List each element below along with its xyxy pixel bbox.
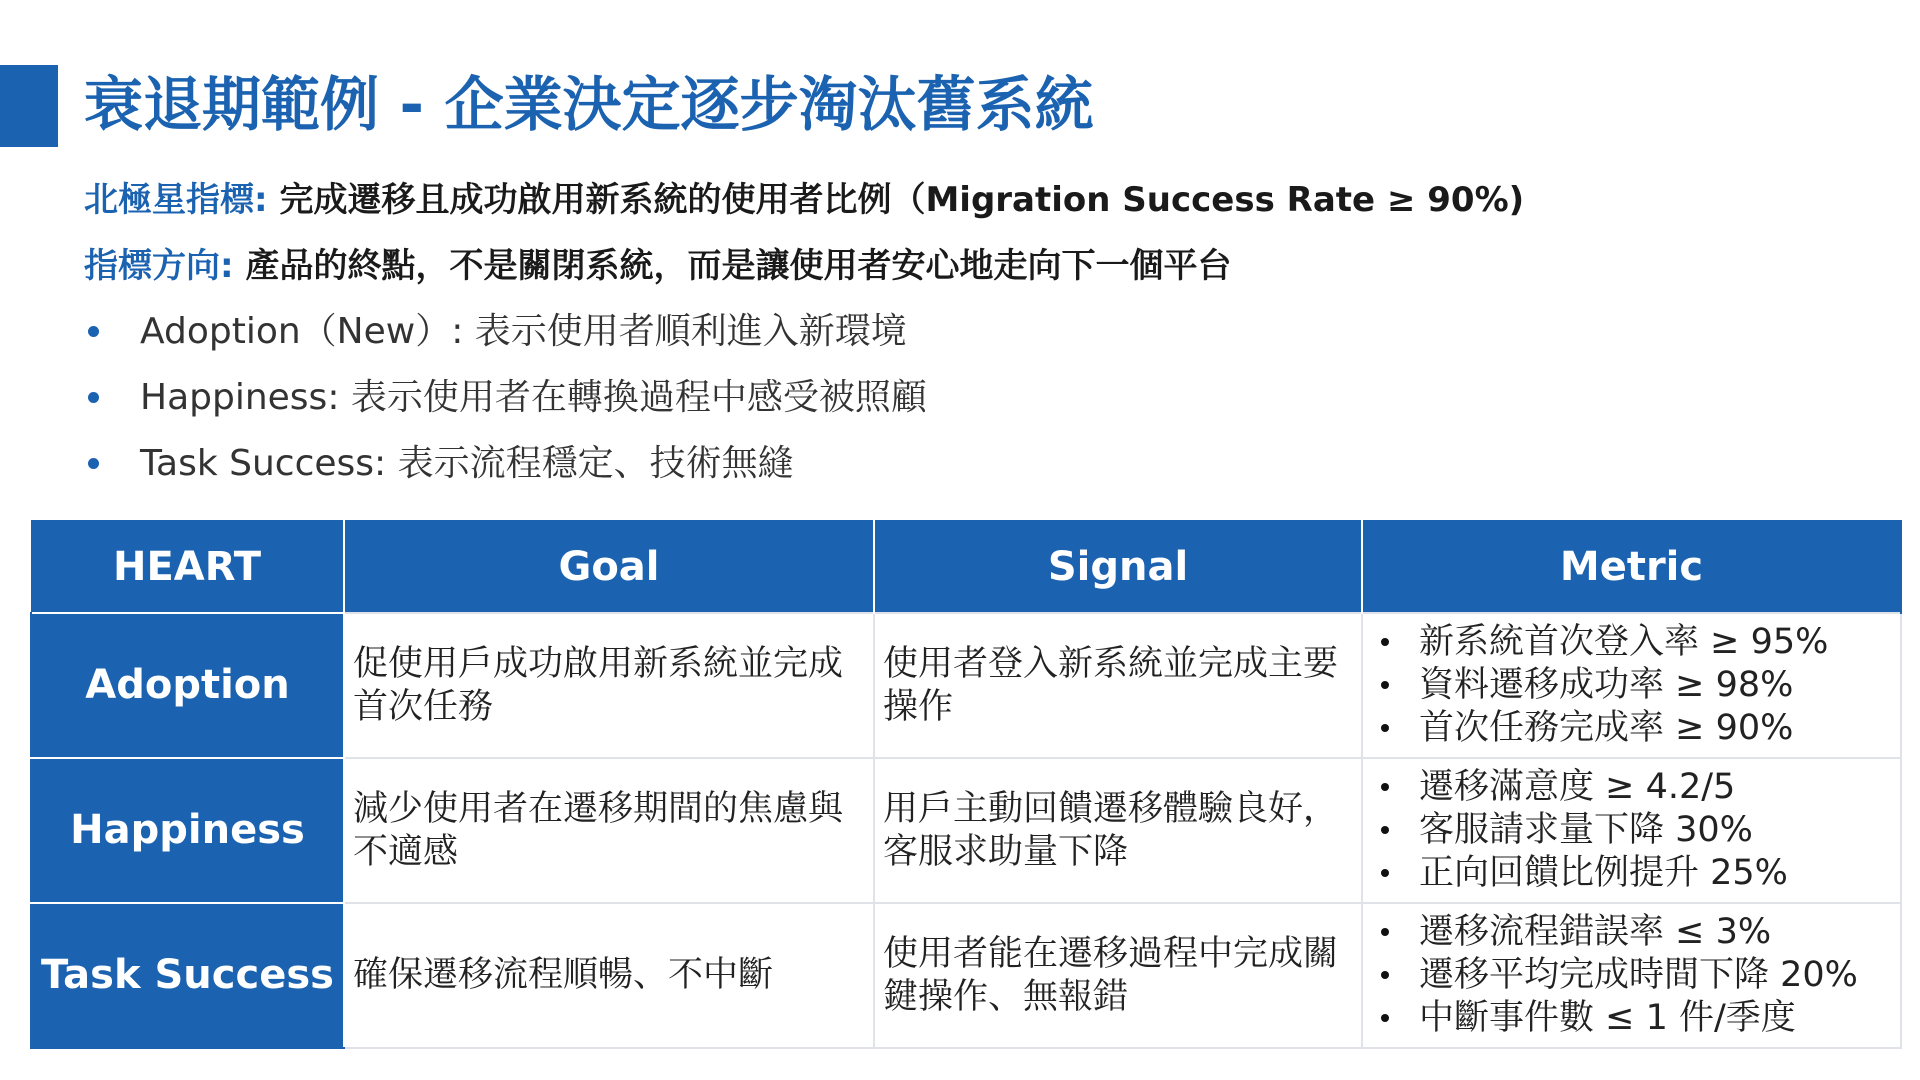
bullet-text: Adoption（New）: 表示使用者順利進入新環境 <box>140 311 907 352</box>
metric-text: 資料遷移成功率 ≥ 98% <box>1419 665 1794 705</box>
bullet-dot-icon <box>1381 783 1389 791</box>
row-heart-task-success: Task Success <box>31 903 344 1048</box>
metric-text: 客服請求量下降 30% <box>1419 810 1753 850</box>
header-goal: Goal <box>344 521 874 613</box>
goal-cell: 促使用戶成功啟用新系統並完成首次任務 <box>344 613 874 758</box>
row-heart-adoption: Adoption <box>31 613 344 758</box>
bullet-dot-icon <box>88 458 99 469</box>
header-signal: Signal <box>874 521 1362 613</box>
bullet-dot-icon <box>88 392 99 403</box>
metric-item <box>1371 621 1890 664</box>
metric-item <box>1371 852 1890 895</box>
table-header-row <box>31 521 1901 613</box>
metric-cell <box>1362 903 1901 1048</box>
bullet-list <box>84 302 927 500</box>
metric-text: 正向回饋比例提升 25% <box>1419 853 1788 893</box>
signal-cell: 用戶主動回饋遷移體驗良好，客服求助量下降 <box>874 758 1362 903</box>
direction-line <box>84 242 1231 290</box>
metric-text: 首次任務完成率 ≥ 90% <box>1419 708 1794 748</box>
north-star-value: 完成遷移且成功啟用新系統的使用者比例（Migration Success Rate ≥ 90%) <box>279 180 1525 220</box>
metric-text: 遷移滿意度 ≥ 4.2/5 <box>1419 767 1736 807</box>
heart-table <box>30 520 1902 1049</box>
bullet-text: Task Success: 表示流程穩定、技術無縫 <box>140 443 794 484</box>
metric-text: 遷移流程錯誤率 ≤ 3% <box>1419 912 1772 952</box>
signal-cell: 使用者登入新系統並完成主要操作 <box>874 613 1362 758</box>
metric-text: 遷移平均完成時間下降 20% <box>1419 955 1858 995</box>
table-row <box>31 903 1901 1048</box>
bullet-dot-icon <box>1381 971 1389 979</box>
metric-text: 中斷事件數 ≤ 1 件/季度 <box>1419 998 1796 1038</box>
header-heart: HEART <box>31 521 344 613</box>
metric-cell <box>1362 613 1901 758</box>
north-star-label: 北極星指標: <box>84 180 268 220</box>
bullet-dot-icon <box>1381 826 1389 834</box>
metric-list <box>1371 766 1890 895</box>
bullet-dot-icon <box>1381 1014 1389 1022</box>
bullet-item <box>84 434 927 500</box>
metric-item <box>1371 997 1890 1040</box>
metric-item <box>1371 664 1890 707</box>
metric-cell <box>1362 758 1901 903</box>
bullet-item <box>84 368 927 434</box>
bullet-text: Happiness: 表示使用者在轉換過程中感受被照顧 <box>140 377 927 418</box>
goal-cell: 確保遷移流程順暢、不中斷 <box>344 903 874 1048</box>
metric-item <box>1371 766 1890 809</box>
table-row <box>31 613 1901 758</box>
bullet-dot-icon <box>1381 928 1389 936</box>
metric-text: 新系統首次登入率 ≥ 95% <box>1419 622 1829 662</box>
metric-list <box>1371 911 1890 1040</box>
metric-list <box>1371 621 1890 750</box>
bullet-dot-icon <box>1381 681 1389 689</box>
direction-label: 指標方向: <box>84 246 234 286</box>
header-metric: Metric <box>1362 521 1901 613</box>
metric-item <box>1371 809 1890 852</box>
bullet-dot-icon <box>1381 638 1389 646</box>
bullet-item <box>84 302 927 368</box>
title-accent-bar <box>0 65 58 147</box>
goal-cell: 減少使用者在遷移期間的焦慮與不適感 <box>344 758 874 903</box>
bullet-dot-icon <box>88 326 99 337</box>
table-row <box>31 758 1901 903</box>
metric-item <box>1371 911 1890 954</box>
metric-item <box>1371 954 1890 997</box>
north-star-line <box>84 176 1524 224</box>
direction-value: 產品的終點，不是關閉系統，而是讓使用者安心地走向下一個平台 <box>245 246 1232 286</box>
signal-cell: 使用者能在遷移過程中完成關鍵操作、無報錯 <box>874 903 1362 1048</box>
metric-item <box>1371 707 1890 750</box>
row-heart-happiness: Happiness <box>31 758 344 903</box>
bullet-dot-icon <box>1381 869 1389 877</box>
page-title: 衰退期範例 - 企業決定逐步淘汰舊系統 <box>84 70 1094 139</box>
bullet-dot-icon <box>1381 724 1389 732</box>
